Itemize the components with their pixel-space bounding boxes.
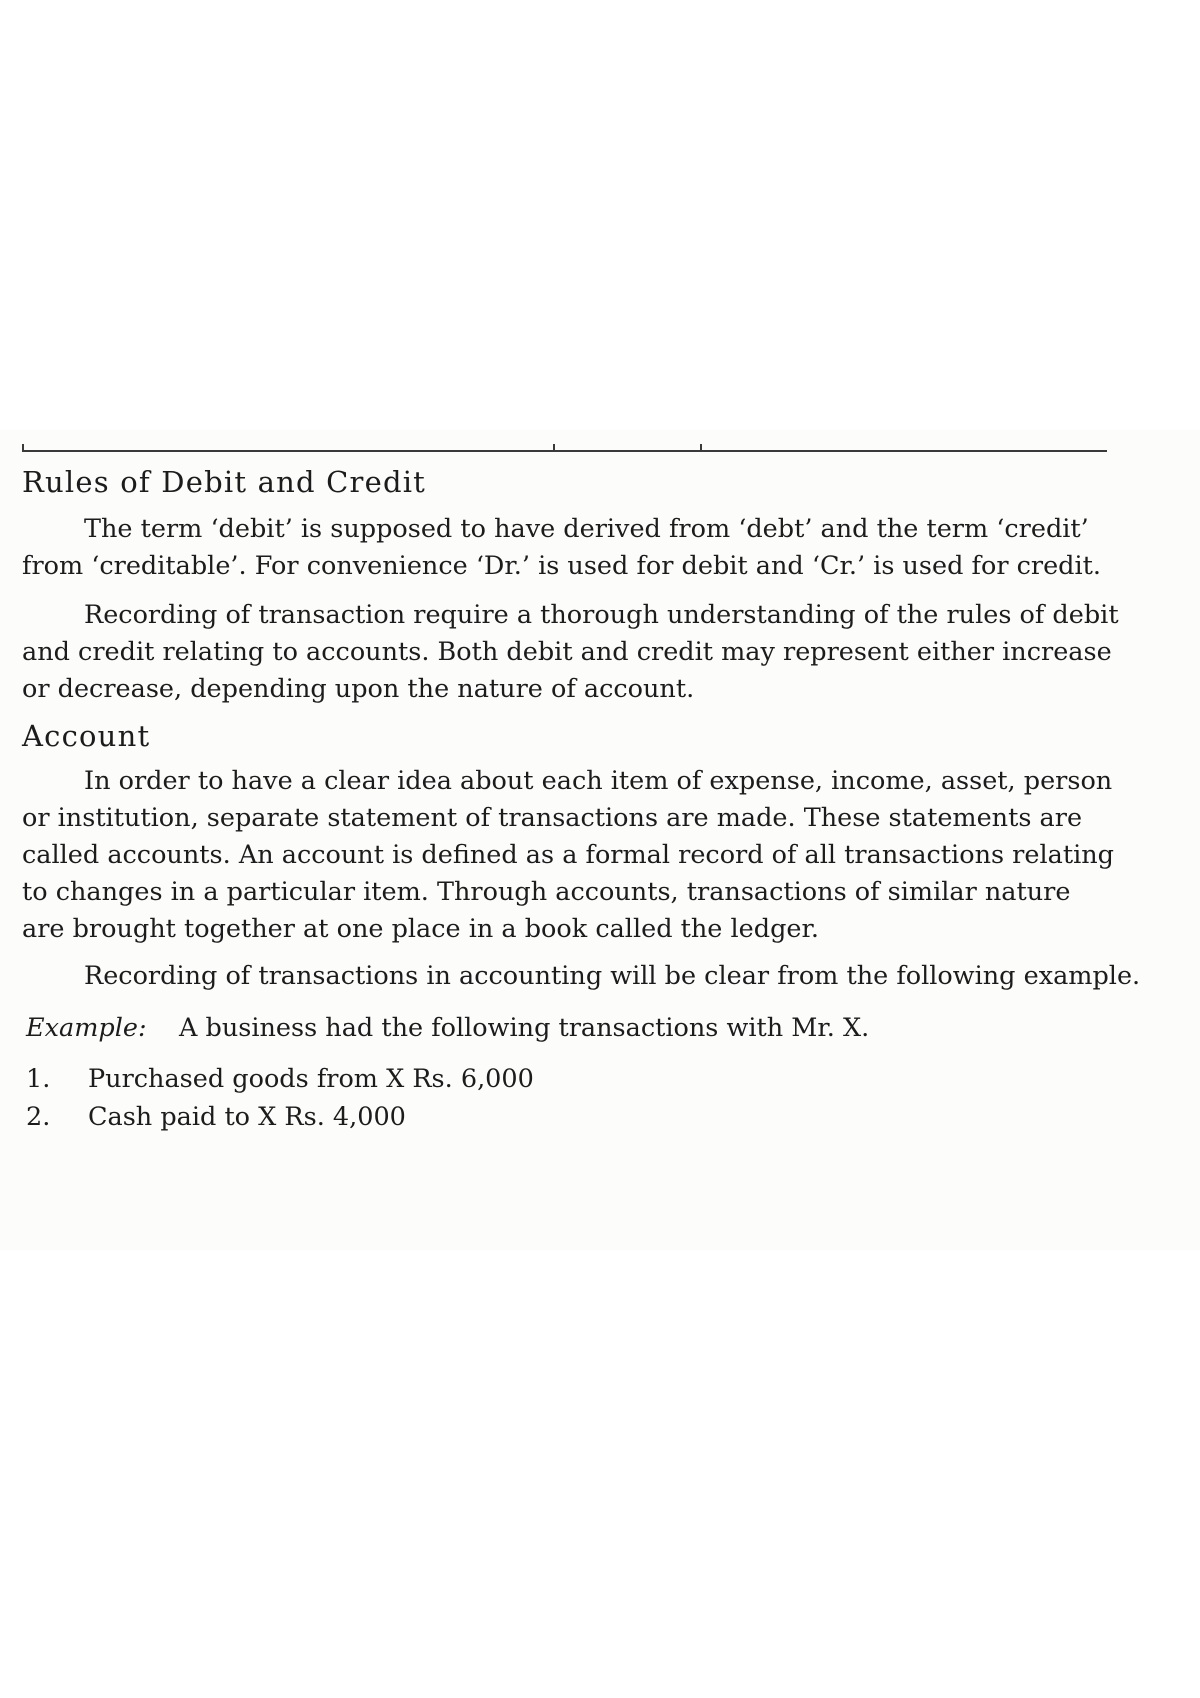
- paragraph-line: Recording of transaction require a thorough understanding of the rules of debit: [84, 600, 1119, 630]
- paragraph-line: from ‘creditable’. For convenience ‘Dr.’ is used for debit and ‘Cr.’ is used for credit.: [22, 551, 1102, 581]
- paragraph-line: The term ‘debit’ is supposed to have derived from ‘debt’ and the term ‘credit’: [84, 514, 1089, 544]
- rule-tick-left: [22, 444, 24, 452]
- paragraph-debit-credit-terms: [22, 511, 1122, 585]
- rule-tick-middle: [553, 444, 555, 452]
- paragraph-line: In order to have a clear idea about each item of expense, income, asset, person: [84, 766, 1113, 796]
- example-statement: [26, 1010, 869, 1047]
- paragraph-recording-rules: [22, 597, 1122, 708]
- list-item: [26, 1060, 534, 1098]
- list-item: [26, 1098, 534, 1136]
- paragraph-line: Recording of transactions in accounting will be clear from the following example.: [84, 961, 1141, 991]
- paragraph-line: and credit relating to accounts. Both debit and credit may represent either increase: [22, 637, 1112, 667]
- paragraph-line: or institution, separate statement of transactions are made. These statements are: [22, 803, 1083, 833]
- account-heading: Account: [22, 719, 151, 753]
- paragraph-line: to changes in a particular item. Through accounts, transactions of similar nature: [22, 877, 1071, 907]
- list-item-number: 1.: [26, 1064, 51, 1094]
- top-rule: [22, 450, 1107, 452]
- paragraph-line: are brought together at one place in a book called the ledger.: [22, 914, 819, 944]
- list-item-text: Purchased goods from X Rs. 6,000: [88, 1064, 534, 1094]
- section-heading: Rules of Debit and Credit: [22, 465, 427, 499]
- example-text: A business had the following transactions with Mr. X.: [178, 1013, 870, 1043]
- transaction-list: [26, 1060, 534, 1136]
- paragraph-account-definition: [22, 763, 1122, 948]
- list-item-text: Cash paid to X Rs. 4,000: [88, 1102, 406, 1132]
- rule-tick-right: [700, 444, 702, 452]
- list-item-number: 2.: [26, 1102, 51, 1132]
- paragraph-example-intro: [22, 958, 1141, 995]
- example-label: Example:: [26, 1013, 147, 1043]
- paragraph-line: or decrease, depending upon the nature of account.: [22, 674, 695, 704]
- paragraph-line: called accounts. An account is defined as a formal record of all transactions relating: [22, 840, 1114, 870]
